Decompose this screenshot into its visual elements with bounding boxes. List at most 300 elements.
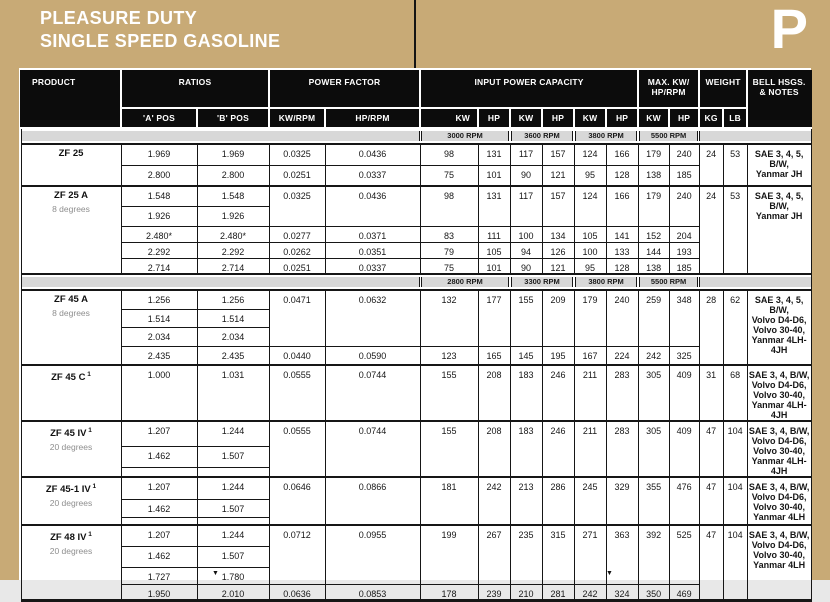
pf-hp-cell: 0.0436: [325, 144, 420, 165]
notes-line: Volvo D4-D6,: [751, 540, 807, 550]
pf-hp-cell: 0.0351: [325, 242, 420, 258]
page-title: [40, 7, 280, 53]
power-cell: 245: [574, 477, 606, 525]
power-cell: 128: [606, 165, 638, 186]
pf-kw-cell: 0.0636: [269, 584, 325, 600]
product-section: [21, 144, 811, 186]
table-row: [21, 242, 811, 258]
ratio-b-cell: 2.034: [197, 327, 269, 346]
power-cell: 157: [542, 144, 574, 165]
table-row: [21, 165, 811, 186]
pf-hp-cell: 0.0853: [325, 584, 420, 600]
ratio-b-cell: 2.800: [197, 165, 269, 186]
rpm-band-cell: [420, 274, 510, 290]
ratio-b-cell: 1.507: [197, 447, 269, 468]
power-cell: 211: [574, 421, 606, 477]
ratio-a-cell: 1.207: [121, 421, 197, 447]
rpm-band-spacer-left: [21, 274, 420, 290]
ratio-a-cell: 2.034: [121, 327, 197, 346]
col-header-hp-2: HP: [542, 108, 574, 128]
ratio-b-cell: 1.244: [197, 525, 269, 546]
ratio-b-cell: [197, 517, 269, 525]
left-margin-strip: [0, 0, 19, 580]
continued-triangle-icon: ▼: [606, 570, 613, 577]
power-cell: 83: [420, 226, 478, 242]
ratio-b-cell: [197, 468, 269, 477]
table-row: [21, 365, 811, 421]
ratio-b-cell: 1.780: [197, 567, 269, 584]
power-cell: 195: [542, 346, 574, 365]
weight-kg-cell: 47: [699, 525, 723, 600]
col-header-kg: KG: [699, 108, 723, 128]
table-row: [21, 346, 811, 365]
notes-line: Yanmar JH: [755, 169, 803, 179]
rpm-band-spacer-right: [699, 274, 811, 290]
power-cell: 525: [669, 525, 699, 584]
ratio-b-cell: 2.480*: [197, 226, 269, 242]
power-cell: 286: [542, 477, 574, 525]
ratio-a-cell: 1.207: [121, 525, 197, 546]
product-section: [21, 186, 811, 274]
ratio-a-cell: 1.000: [121, 365, 197, 421]
power-cell: 94: [510, 242, 542, 258]
ratio-a-cell: 2.480*: [121, 226, 197, 242]
rpm-band-label: 3300 RPM: [511, 277, 573, 287]
notes-line: Yanmar 4LH-4JH: [751, 456, 807, 476]
weight-kg-cell: 24: [699, 144, 723, 186]
power-cell: 167: [574, 346, 606, 365]
product-name: ZF 45-1 IV $^1$: [45, 483, 97, 496]
ratio-b-cell: 1.244: [197, 421, 269, 447]
power-cell: 355: [638, 477, 669, 525]
weight-kg-cell: 31: [699, 365, 723, 421]
power-cell: 305: [638, 421, 669, 477]
ratio-a-cell: 2.292: [121, 242, 197, 258]
product-section: [21, 290, 811, 365]
ratio-b-cell: 1.548: [197, 186, 269, 206]
pf-kw-cell: 0.0555: [269, 365, 325, 421]
ratio-a-cell: 1.548: [121, 186, 197, 206]
pf-hp-cell: 0.0337: [325, 258, 420, 274]
notes-line: SAE 3, 4, B/W,: [748, 482, 810, 492]
bell-line2: & NOTES: [759, 87, 799, 97]
product-footnote-sup: 1: [86, 427, 92, 434]
power-cell: 141: [606, 226, 638, 242]
product-angle: 20 degrees: [49, 546, 93, 557]
power-cell: 242: [478, 477, 510, 525]
power-cell: 155: [420, 365, 478, 421]
rpm-band-label: 3000 RPM: [421, 131, 509, 141]
power-cell: 240: [606, 290, 638, 346]
power-cell: 209: [542, 290, 574, 346]
power-cell: 178: [420, 584, 478, 600]
weight-lb-cell: 104: [723, 525, 747, 600]
product-footnote-sup: 1: [86, 531, 92, 538]
product-angle: 8 degrees: [52, 204, 90, 214]
rpm-band-fill: [22, 277, 421, 287]
table-row: [21, 290, 811, 309]
rpm-band-spacer-left: [21, 128, 420, 144]
power-cell: 185: [669, 165, 699, 186]
power-cell: 211: [574, 365, 606, 421]
rpm-band-label: 5500 RPM: [639, 277, 698, 287]
power-cell: 111: [478, 226, 510, 242]
power-cell: 131: [478, 186, 510, 226]
power-cell: 166: [606, 186, 638, 226]
product-section: [21, 365, 811, 421]
ratio-a-cell: 1.207: [121, 477, 197, 499]
pf-kw-cell: 0.0646: [269, 477, 325, 525]
pf-kw-cell: 0.0325: [269, 186, 325, 226]
notes-line: Volvo 30-40,: [753, 550, 806, 560]
ratio-a-cell: 2.435: [121, 346, 197, 365]
power-cell: 165: [478, 346, 510, 365]
ratio-b-cell: 1.507: [197, 546, 269, 567]
col-header-bell-notes: [747, 71, 811, 128]
ratio-b-cell: 2.292: [197, 242, 269, 258]
power-cell: 204: [669, 226, 699, 242]
pf-kw-cell: 0.0262: [269, 242, 325, 258]
power-cell: 132: [420, 290, 478, 346]
table-row: [21, 525, 811, 546]
top-header: [0, 0, 830, 68]
header-divider: [414, 0, 416, 68]
power-cell: 179: [574, 290, 606, 346]
notes-line: Volvo 30-40,: [753, 502, 806, 512]
max-kw-line1: MAX. KW/: [647, 77, 690, 87]
col-header-power-factor: POWER FACTOR: [269, 71, 420, 108]
continued-triangle-icon: ▼: [212, 570, 219, 577]
notes-line: Volvo D4-D6,: [751, 436, 807, 446]
ratio-b-cell: 1.507: [197, 499, 269, 517]
bell-line1: BELL HSGS.: [752, 77, 806, 87]
ratio-a-cell: [121, 517, 197, 525]
table-row: [21, 226, 811, 242]
col-header-kw-rpm: KW/RPM: [269, 108, 325, 128]
table-row: [21, 144, 811, 165]
ratio-b-cell: 1.926: [197, 206, 269, 226]
product-angle: 20 degrees: [49, 498, 93, 509]
ratio-a-cell: 1.926: [121, 206, 197, 226]
power-cell: 235: [510, 525, 542, 584]
notes-cell: [747, 290, 811, 365]
power-cell: 100: [574, 242, 606, 258]
power-cell: 98: [420, 186, 478, 226]
power-cell: 213: [510, 477, 542, 525]
ratio-a-cell: 2.714: [121, 258, 197, 274]
rpm-band-row: [21, 274, 811, 290]
power-cell: 79: [420, 242, 478, 258]
ratio-a-cell: 1.462: [121, 499, 197, 517]
rpm-band-row: [21, 128, 811, 144]
rpm-band-group: [21, 274, 811, 290]
ratio-a-cell: 1.950: [121, 584, 197, 600]
pf-hp-cell: 0.0744: [325, 365, 420, 421]
weight-lb-cell: 53: [723, 186, 747, 274]
col-header-input-power: INPUT POWER CAPACITY: [420, 71, 638, 108]
power-cell: 166: [606, 144, 638, 165]
power-cell: 183: [510, 421, 542, 477]
ratio-a-cell: 1.462: [121, 546, 197, 567]
pf-kw-cell: 0.0555: [269, 421, 325, 477]
ratio-b-cell: 2.714: [197, 258, 269, 274]
ratio-b-cell: 1.969: [197, 144, 269, 165]
power-cell: 350: [638, 584, 669, 600]
power-cell: 242: [638, 346, 669, 365]
power-cell: 325: [669, 346, 699, 365]
rpm-band-label: 5500 RPM: [639, 131, 698, 141]
power-cell: 138: [638, 258, 669, 274]
power-cell: 239: [478, 584, 510, 600]
notes-line: Yanmar JH: [755, 211, 803, 221]
notes-line: Volvo 30-40,: [753, 325, 806, 335]
power-cell: 179: [638, 186, 669, 226]
col-header-weight: WEIGHT: [699, 71, 747, 108]
rpm-band-label: 3600 RPM: [511, 131, 573, 141]
power-cell: 283: [606, 365, 638, 421]
notes-line: SAE 3, 4, B/W,: [748, 426, 810, 436]
power-cell: 259: [638, 290, 669, 346]
pf-hp-cell: 0.0955: [325, 525, 420, 584]
ratio-a-cell: 1.462: [121, 447, 197, 468]
power-cell: 123: [420, 346, 478, 365]
power-cell: 240: [669, 144, 699, 165]
power-cell: 121: [542, 165, 574, 186]
pf-hp-cell: 0.0866: [325, 477, 420, 525]
product-name: ZF 45 C $^1$: [51, 371, 91, 384]
pf-kw-cell: 0.0712: [269, 525, 325, 584]
power-cell: 281: [542, 584, 574, 600]
col-header-b-pos: 'B' POS: [197, 108, 269, 128]
max-kw-line2: HP/RPM: [651, 87, 686, 97]
power-cell: 90: [510, 258, 542, 274]
weight-kg-cell: 28: [699, 290, 723, 365]
notes-line: Volvo D4-D6,: [751, 380, 807, 390]
product-angle: 20 degrees: [49, 442, 93, 453]
pf-hp-cell: 0.0436: [325, 186, 420, 226]
notes-line: SAE 3, 4, 5, B/W,: [754, 149, 804, 169]
power-cell: 185: [669, 258, 699, 274]
power-cell: 329: [606, 477, 638, 525]
col-header-hp-3: HP: [606, 108, 638, 128]
pf-hp-cell: 0.0590: [325, 346, 420, 365]
rpm-band-label: 3800 RPM: [575, 277, 637, 287]
power-cell: 363: [606, 525, 638, 584]
power-cell: 105: [574, 226, 606, 242]
weight-lb-cell: 53: [723, 144, 747, 186]
rpm-band-cell: [638, 274, 699, 290]
power-cell: 210: [510, 584, 542, 600]
notes-cell: [747, 144, 811, 186]
power-cell: 155: [510, 290, 542, 346]
product-cell: [21, 365, 121, 421]
product-cell: [21, 421, 121, 477]
power-cell: 305: [638, 365, 669, 421]
col-header-a-pos: 'A' POS: [121, 108, 197, 128]
product-angle: 8 degrees: [52, 308, 90, 318]
power-cell: 90: [510, 165, 542, 186]
col-header-ratios: RATIOS: [121, 71, 269, 108]
pf-kw-cell: 0.0440: [269, 346, 325, 365]
power-cell: 124: [574, 186, 606, 226]
power-cell: 134: [542, 226, 574, 242]
weight-lb-cell: 104: [723, 477, 747, 525]
power-cell: 409: [669, 421, 699, 477]
ratio-a-cell: 1.514: [121, 309, 197, 327]
product-cell: [21, 290, 121, 365]
ratio-b-cell: 2.010: [197, 584, 269, 600]
power-cell: 469: [669, 584, 699, 600]
notes-line: Volvo D4-D6,: [751, 492, 807, 502]
table-row: [21, 477, 811, 499]
power-cell: 177: [478, 290, 510, 346]
product-name: ZF 45 A: [54, 294, 88, 305]
power-cell: 271: [574, 525, 606, 584]
notes-line: Yanmar 4LH-4JH: [751, 400, 807, 420]
power-cell: 138: [638, 165, 669, 186]
ratio-a-cell: 1.727: [121, 567, 197, 584]
power-cell: 101: [478, 165, 510, 186]
notes-cell: [747, 477, 811, 525]
power-cell: 315: [542, 525, 574, 584]
power-cell: 95: [574, 258, 606, 274]
power-cell: 155: [420, 421, 478, 477]
weight-kg-cell: 47: [699, 421, 723, 477]
power-cell: 246: [542, 421, 574, 477]
power-cell: 100: [510, 226, 542, 242]
product-cell: [21, 477, 121, 525]
page-title-line2: SINGLE SPEED GASOLINE: [40, 31, 281, 51]
product-section: [21, 477, 811, 525]
power-cell: 242: [574, 584, 606, 600]
power-cell: 179: [638, 144, 669, 165]
ratio-b-cell: 1.256: [197, 290, 269, 309]
table-header: [21, 71, 811, 128]
power-cell: 240: [669, 186, 699, 226]
notes-line: SAE 3, 4, 5, B/W,: [754, 191, 804, 211]
pf-hp-cell: 0.0337: [325, 165, 420, 186]
pf-kw-cell: 0.0471: [269, 290, 325, 346]
power-cell: 105: [478, 242, 510, 258]
power-cell: 348: [669, 290, 699, 346]
ratio-a-cell: [121, 468, 197, 477]
ratio-a-cell: 1.256: [121, 290, 197, 309]
power-cell: 392: [638, 525, 669, 584]
table-row: [21, 186, 811, 206]
power-cell: 208: [478, 365, 510, 421]
power-cell: 121: [542, 258, 574, 274]
right-margin-strip: [811, 0, 830, 580]
power-cell: 152: [638, 226, 669, 242]
power-cell: 267: [478, 525, 510, 584]
col-header-product: PRODUCT: [21, 71, 121, 128]
pf-hp-cell: 0.0632: [325, 290, 420, 346]
power-cell: 199: [420, 525, 478, 584]
col-header-kw-1: KW: [420, 108, 478, 128]
table-row: [21, 421, 811, 447]
power-cell: 181: [420, 477, 478, 525]
weight-kg-cell: 24: [699, 186, 723, 274]
notes-line: Volvo 30-40,: [753, 446, 806, 456]
product-name: ZF 45 IV $^1$: [50, 427, 92, 440]
ratio-a-cell: 1.969: [121, 144, 197, 165]
rpm-band-spacer-right: [699, 128, 811, 144]
power-cell: 131: [478, 144, 510, 165]
rpm-band-cell: [510, 274, 574, 290]
col-header-lb: LB: [723, 108, 747, 128]
notes-line: Yanmar 4LH: [753, 560, 806, 570]
power-cell: 183: [510, 365, 542, 421]
weight-kg-cell: 47: [699, 477, 723, 525]
rpm-band-group: [21, 128, 811, 144]
product-footnote-sup: 1: [85, 371, 91, 378]
power-cell: 409: [669, 365, 699, 421]
table-row: [21, 258, 811, 274]
ratio-b-cell: 1.514: [197, 309, 269, 327]
power-cell: 133: [606, 242, 638, 258]
ratio-a-cell: 2.800: [121, 165, 197, 186]
notes-line: SAE 3, 4, B/W,: [748, 370, 810, 380]
product-cell: [21, 144, 121, 186]
col-header-kw-2: KW: [510, 108, 542, 128]
power-cell: 126: [542, 242, 574, 258]
pf-kw-cell: 0.0277: [269, 226, 325, 242]
rpm-band-cell: [420, 128, 510, 144]
power-cell: 193: [669, 242, 699, 258]
pf-kw-cell: 0.0251: [269, 165, 325, 186]
notes-line: Yanmar 4LH: [753, 512, 806, 522]
product-cell: [21, 186, 121, 274]
power-cell: 117: [510, 144, 542, 165]
power-cell: 101: [478, 258, 510, 274]
section-tab-letter: P: [770, 0, 808, 60]
notes-cell: [747, 421, 811, 477]
pf-hp-cell: 0.0371: [325, 226, 420, 242]
product-cell: [21, 525, 121, 600]
table-row: [21, 584, 811, 600]
power-cell: 98: [420, 144, 478, 165]
ratio-b-cell: 1.031: [197, 365, 269, 421]
power-cell: 75: [420, 258, 478, 274]
weight-lb-cell: 68: [723, 365, 747, 421]
col-header-hp-rpm: HP/RPM: [325, 108, 420, 128]
notes-cell: [747, 365, 811, 421]
rpm-band-cell: [638, 128, 699, 144]
notes-cell: [747, 525, 811, 600]
notes-cell: [747, 186, 811, 274]
rpm-band-label: 2800 RPM: [421, 277, 509, 287]
product-footnote-sup: 1: [90, 483, 97, 490]
power-cell: 157: [542, 186, 574, 226]
power-cell: 145: [510, 346, 542, 365]
notes-line: Yanmar 4LH-4JH: [751, 335, 807, 355]
power-cell: 476: [669, 477, 699, 525]
power-cell: 324: [606, 584, 638, 600]
notes-line: Volvo D4-D6,: [751, 315, 807, 325]
col-header-max-kw: [638, 71, 699, 108]
rpm-band-cell: [574, 128, 638, 144]
power-cell: 95: [574, 165, 606, 186]
page-title-line1: PLEASURE DUTY: [40, 8, 198, 28]
product-section: [21, 421, 811, 477]
product-name: ZF 48 IV $^1$: [50, 531, 92, 544]
col-header-kw-4: KW: [638, 108, 669, 128]
product-name: ZF 25 A: [54, 190, 88, 201]
spec-table: [20, 70, 812, 602]
col-header-hp-1: HP: [478, 108, 510, 128]
rpm-band-fill: [699, 131, 811, 141]
rpm-band-fill: [699, 277, 811, 287]
